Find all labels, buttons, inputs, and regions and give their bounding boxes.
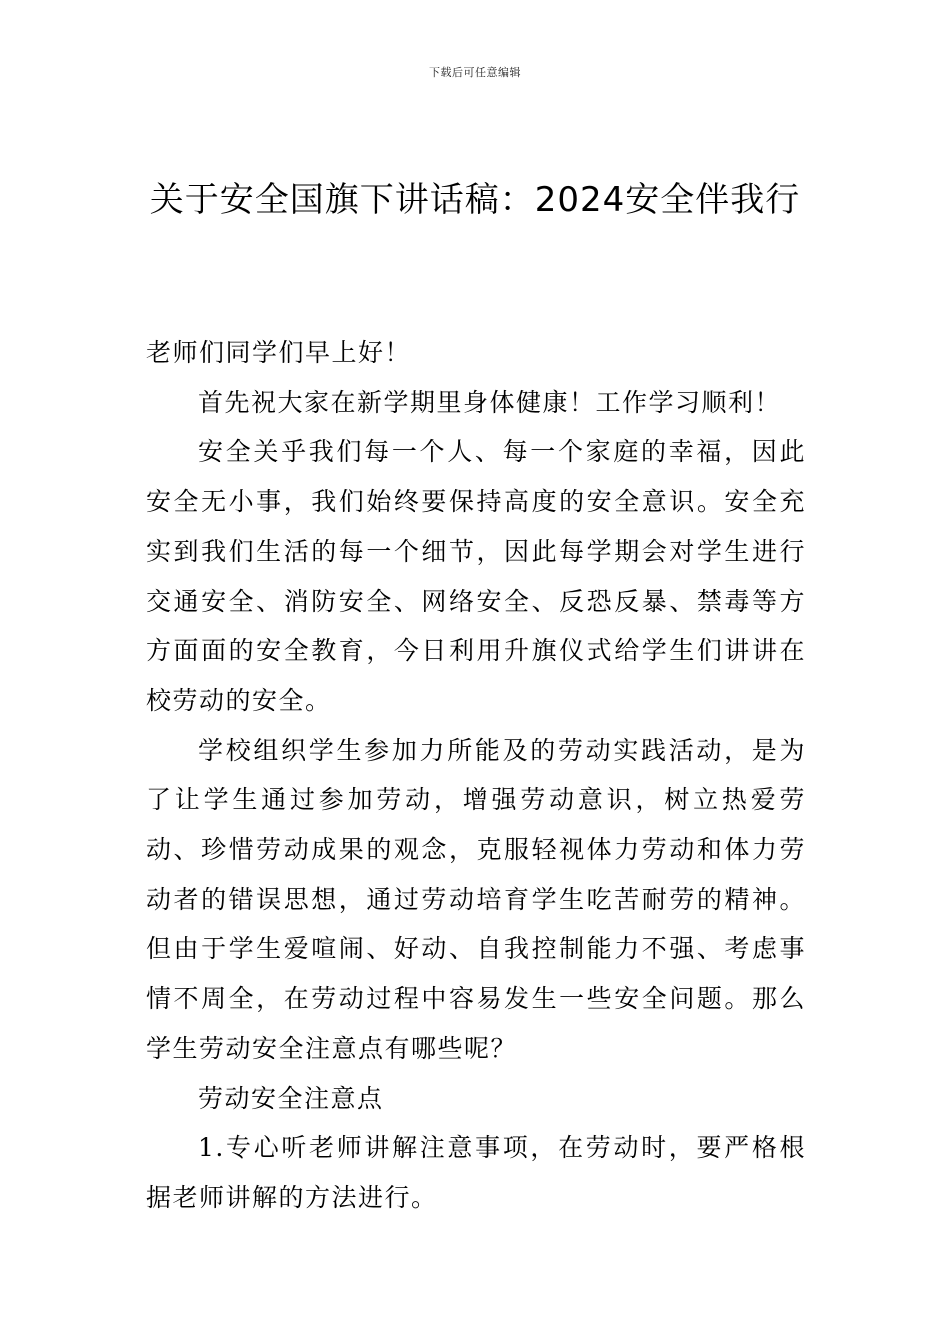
paragraph-point-1: 1.专心听老师讲解注意事项，在劳动时，要严格根据老师讲解的方法进行。 [146,1133,806,1212]
paragraph-wishes: 首先祝大家在新学期里身体健康！工作学习顺利！ [198,387,782,417]
greeting-paragraph: 老师们同学们早上好！ [146,338,412,367]
paragraph-safety-importance: 安全关乎我们每一个人、每一个家庭的幸福，因此安全无小事，我们始终要保持高度的安全意识。安全充实到我们生活的每一个细节，因此每学期会对学生进行交通安全、消防安全、网络安全、反恐反暴、禁毒等方方面面的安全教育，今日利用升旗仪式给学生们讲讲在校劳动的安全。 [146,437,806,715]
document-body [146,328,806,1223]
section-heading-labor-safety: 劳动安全注意点 [198,1083,384,1113]
header-note: 下载后可任意编辑 [429,66,521,79]
document-title: 关于安全国旗下讲话稿：2024安全伴我行 [149,180,801,220]
paragraph-labor-activities: 学校组织学生参加力所能及的劳动实践活动，是为了让学生通过参加劳动，增强劳动意识，树立热爱劳动、珍惜劳动成果的观念，克服轻视体力劳动和体力劳动者的错误思想，通过劳动培育学生吃苦耐劳的精神。但由于学生爱喧闹、好动、自我控制能力不强、考虑事情不周全，在劳动过程中容易发生一些安全问题。那么学生劳动安全注意点有哪些呢？ [146,735,806,1063]
